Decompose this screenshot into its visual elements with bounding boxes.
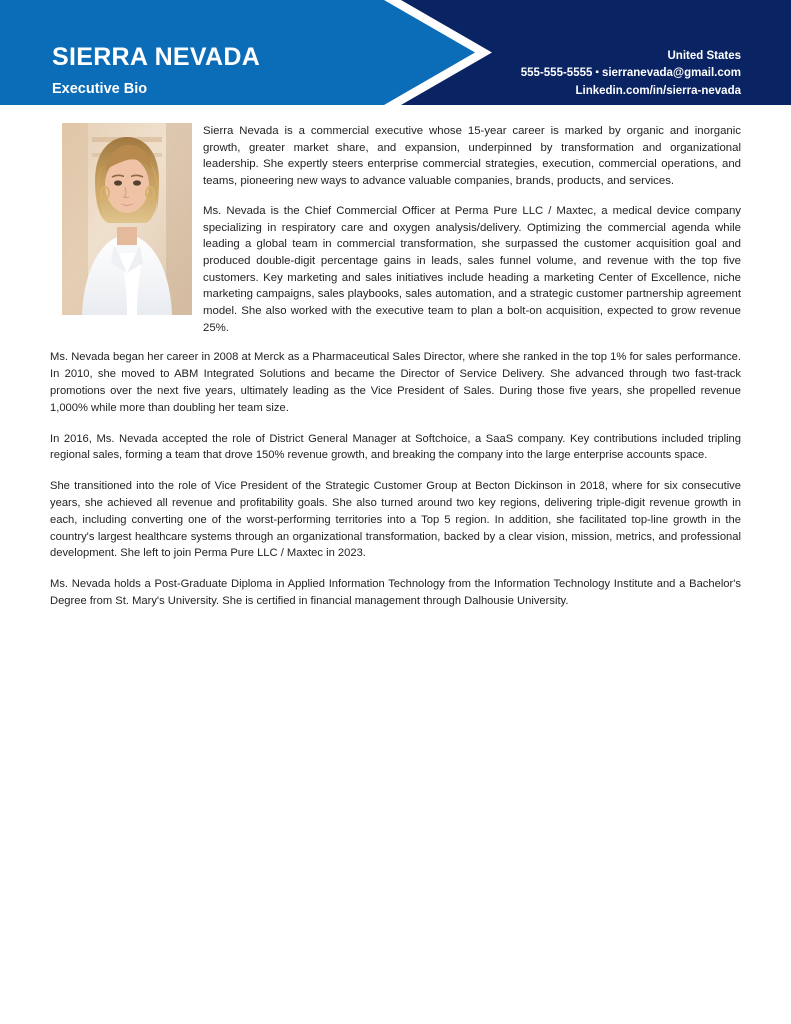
headshot-photo-illustration (62, 123, 192, 315)
document-header (0, 0, 791, 105)
contact-phone-email-line (521, 65, 741, 82)
contact-email[interactable]: sierranevada@gmail.com (601, 67, 741, 80)
contact-phone[interactable]: 555-555-5555 (520, 67, 593, 80)
page-title: SIERRA NEVADA (52, 43, 261, 71)
page-subtitle: Executive Bio (52, 80, 148, 97)
intro-section (0, 105, 791, 336)
contact-block (521, 48, 741, 100)
paragraph: Ms. Nevada is the Chief Commercial Officer at Perma Pure LLC / Maxtec, a medical device company specializing in respiratory care and oxygen analysis/delivery. Optimizing the commercial agenda while leading a global team in commercial transformation, she surpassed the customer acquisition goal and produced double-digit percentage gains in leads, sales funnel volume, and revenue with the top five customers. Key marketing and sales initiatives include heading a marketing Center of Excellence, niche marketing campaigns, sales playbooks, sales automation, and a strategic customer partnership agreement model. She also worked with the executive team to plan a bolt-on acquisition, expected to grow revenue 25%. (203, 204, 741, 334)
contact-linkedin[interactable]: Linkedin.com/in/sierra-nevada (575, 84, 741, 97)
header-title-group (52, 44, 260, 97)
contact-location: United States (667, 50, 741, 62)
intro-text-column (203, 123, 741, 336)
avatar (62, 123, 192, 315)
paragraph: She transitioned into the role of Vice President of the Strategic Customer Group at Becton Dickinson in 2018, where for six consecutive years, she achieved all revenue and profitability goals. She also turned around two key regions, delivering triple-digit revenue growth in each, including converting one of the worst-performing territories into a Top 5 region. In addition, she facilitated top-line growth in the country's largest healthcare systems through an organizational transformation, backed by a clear vision, mission, metrics, and professional development. She left to join Perma Pure LLC / Maxtec in 2023. (50, 480, 741, 560)
document-body (0, 105, 791, 610)
paragraph: Sierra Nevada is a commercial executive whose 15-year career is marked by organic and inorganic growth, greater market share, and expansion, underpinned by transformation and organizational leadership. She expertly steers enterprise commercial strategies, execution, commercial operations, and teams, pioneering new ways to advance valuable companies, brands, products, and services. (203, 125, 741, 188)
paragraph: In 2016, Ms. Nevada accepted the role of District General Manager at Softchoice, a SaaS company. Key contributions included tripling regional sales, forming a team that drove 150% revenue growth, and breaking the company into the large enterprise accounts space. (50, 432, 741, 462)
bullet-separator-icon: ▪ (595, 67, 599, 79)
career-history-section (50, 349, 741, 609)
paragraph: Ms. Nevada holds a Post-Graduate Diploma in Applied Information Technology from the Information Technology Institute and a Bachelor's Degree from St. Mary's University. She is certified in financial management through Dalhousie University. (50, 578, 741, 607)
paragraph: Ms. Nevada began her career in 2008 at Merck as a Pharmaceutical Sales Director, where she ranked in the top 1% for sales performance. In 2010, she moved to ABM Integrated Solutions and became the Director of Service Delivery. She advanced through two fast-track promotions over the next five years, ultimately leading as the Vice President of Sales. During those five years, she propelled revenue 1,000% while more than doubling her team size. (50, 351, 741, 414)
